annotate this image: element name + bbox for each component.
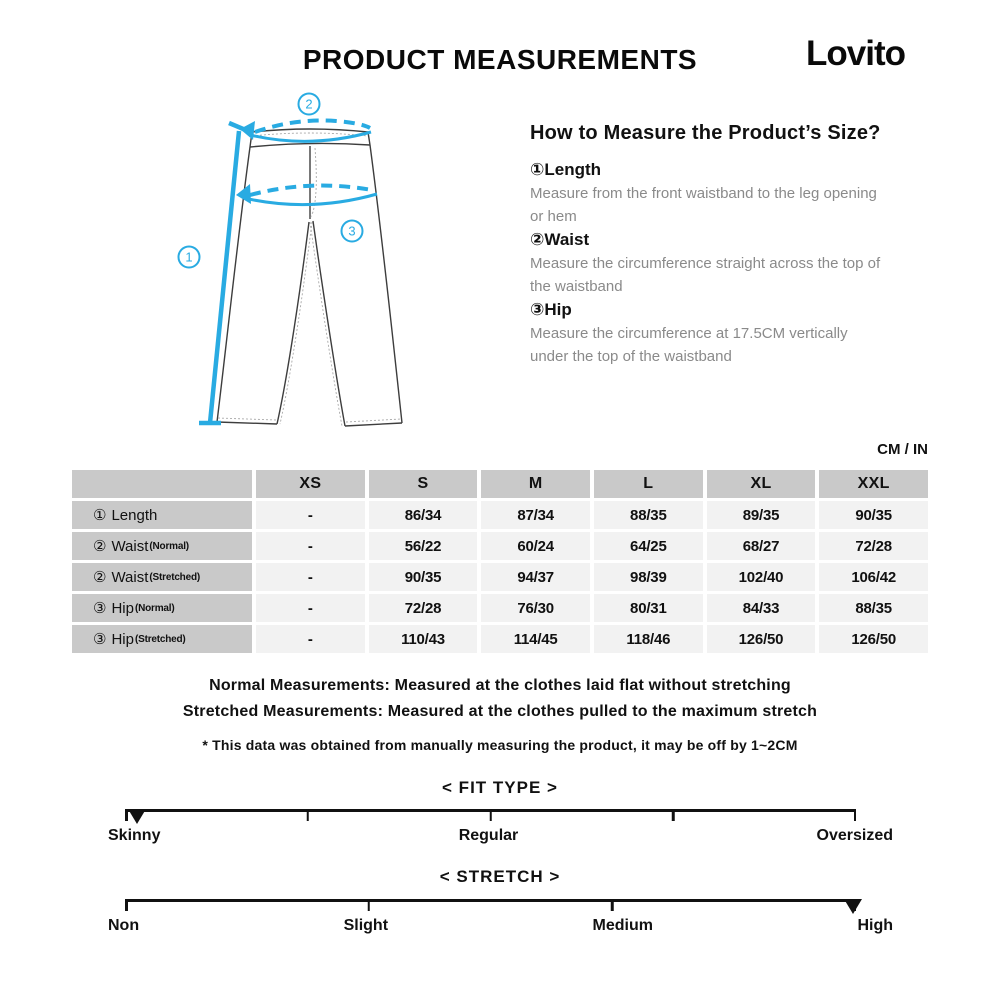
measurement-annotations xyxy=(179,94,378,424)
table-cell: 126/50 xyxy=(819,625,928,653)
item-number: ③ xyxy=(530,300,545,319)
item-description: Measure from the front waistband to the leg opening or hem xyxy=(530,185,877,225)
item-description: Measure the circumference at 17.5CM vertically under the top of the waistband xyxy=(530,325,848,365)
stretch-label-medium: Medium xyxy=(592,917,653,934)
unit-label: CM / IN xyxy=(877,441,928,458)
table-cell: - xyxy=(256,532,365,560)
marker-number-1: 1 xyxy=(185,249,193,265)
table-cell: 56/22 xyxy=(369,532,478,560)
column-header-xl: XL xyxy=(707,470,816,498)
stretch-label-non: Non xyxy=(108,917,140,934)
tick-mark xyxy=(125,899,128,911)
pants-measurement-diagram xyxy=(140,85,500,445)
tick-mark xyxy=(854,809,857,821)
table-cell: 72/28 xyxy=(369,594,478,622)
table-cell: 68/27 xyxy=(707,532,816,560)
note-stretched-measurements: Stretched Measurements: Measured at the clothes pulled to the maximum stretch xyxy=(182,703,818,720)
table-cell: 87/34 xyxy=(481,501,590,529)
waist-ellipse-solid xyxy=(250,132,371,141)
marker-number-3: 3 xyxy=(348,223,356,239)
stretch-label-high: High xyxy=(857,917,893,934)
table-cell: 118/46 xyxy=(594,625,703,653)
column-header-m: M xyxy=(481,470,590,498)
pants-outline xyxy=(217,129,402,426)
stretch-scale xyxy=(125,899,856,902)
table-cell: 80/31 xyxy=(594,594,703,622)
measure-item-length xyxy=(530,158,966,228)
fit-type-title: < FIT TYPE > xyxy=(442,778,558,797)
row-label-length: ① Length xyxy=(72,501,252,529)
table-cell: 72/28 xyxy=(819,532,928,560)
table-cell: 110/43 xyxy=(369,625,478,653)
left-inner-seam xyxy=(277,222,309,424)
table-cell: 98/39 xyxy=(594,563,703,591)
note-normal-measurements: Normal Measurements: Measured at the clothes laid flat without stretching xyxy=(209,677,791,694)
item-name: Waist xyxy=(544,230,590,249)
length-measure-line xyxy=(210,131,239,423)
table-cell: 64/25 xyxy=(594,532,703,560)
waist-arrow-icon xyxy=(240,121,255,140)
fit-label-regular: Regular xyxy=(458,827,519,844)
column-header-xs: XS xyxy=(256,470,365,498)
table-cell: 90/35 xyxy=(819,501,928,529)
right-hem xyxy=(345,423,402,426)
item-number: ① xyxy=(530,160,545,179)
fit-label-oversized: Oversized xyxy=(816,827,893,844)
row-label-hip-stretched: ③ Hip (Stretched) xyxy=(72,625,252,653)
row-label-hip-normal: ③ Hip (Normal) xyxy=(72,594,252,622)
column-header-l: L xyxy=(594,470,703,498)
column-header-xxl: XXL xyxy=(819,470,928,498)
column-header-s: S xyxy=(369,470,478,498)
stretch-marker-icon xyxy=(844,899,862,914)
tick-mark xyxy=(489,809,492,821)
table-cell: 102/40 xyxy=(707,563,816,591)
tick-mark xyxy=(307,809,310,821)
hip-ellipse-dashed xyxy=(250,186,372,195)
table-cell: 88/35 xyxy=(819,594,928,622)
measurement-disclaimer: * This data was obtained from manually measuring the product, it may be off by 1~2CM xyxy=(202,737,798,753)
right-outer-seam xyxy=(370,145,402,423)
table-cell: 106/42 xyxy=(819,563,928,591)
how-to-measure-section xyxy=(530,122,966,368)
item-name: Length xyxy=(544,160,602,179)
table-cell: 60/24 xyxy=(481,532,590,560)
fit-type-marker-icon xyxy=(128,809,146,824)
table-cell: - xyxy=(256,501,365,529)
measure-item-hip xyxy=(530,298,966,368)
marker-number-2: 2 xyxy=(305,96,313,112)
tick-mark xyxy=(672,809,675,821)
table-cell: 90/35 xyxy=(369,563,478,591)
table-cell: 76/30 xyxy=(481,594,590,622)
table-cell: 86/34 xyxy=(369,501,478,529)
fit-label-skinny: Skinny xyxy=(108,827,161,844)
item-number: ② xyxy=(530,230,545,249)
table-cell: - xyxy=(256,594,365,622)
right-inner-seam xyxy=(313,221,345,426)
table-cell: 126/50 xyxy=(707,625,816,653)
row-label-waist-normal: ② Waist (Normal) xyxy=(72,532,252,560)
measure-item-waist xyxy=(530,228,966,298)
fit-type-labels xyxy=(108,827,893,845)
size-table xyxy=(72,470,928,653)
left-hem xyxy=(217,422,277,424)
stretch-labels xyxy=(108,917,893,935)
table-cell: 89/35 xyxy=(707,501,816,529)
how-to-measure-title: How to Measure the Product’s Size? xyxy=(530,122,881,144)
table-cell: 88/35 xyxy=(594,501,703,529)
brand-logo: Lovito xyxy=(806,34,905,73)
fit-type-scale xyxy=(125,809,856,812)
item-name: Hip xyxy=(544,300,572,319)
page-title: PRODUCT MEASUREMENTS xyxy=(302,44,698,75)
table-cell: 94/37 xyxy=(481,563,590,591)
tick-mark xyxy=(367,899,370,911)
stretch-label-slight: Slight xyxy=(343,917,389,934)
waistband-top xyxy=(252,129,368,132)
table-cell: 114/45 xyxy=(481,625,590,653)
stretch-title: < STRETCH > xyxy=(439,867,561,886)
table-cell: 84/33 xyxy=(707,594,816,622)
table-corner-cell xyxy=(72,470,252,498)
table-cell: - xyxy=(256,563,365,591)
row-label-waist-stretched: ② Waist (Stretched) xyxy=(72,563,252,591)
item-description: Measure the circumference straight across the top of the waistband xyxy=(530,255,881,295)
tick-mark xyxy=(611,899,614,911)
table-cell: - xyxy=(256,625,365,653)
